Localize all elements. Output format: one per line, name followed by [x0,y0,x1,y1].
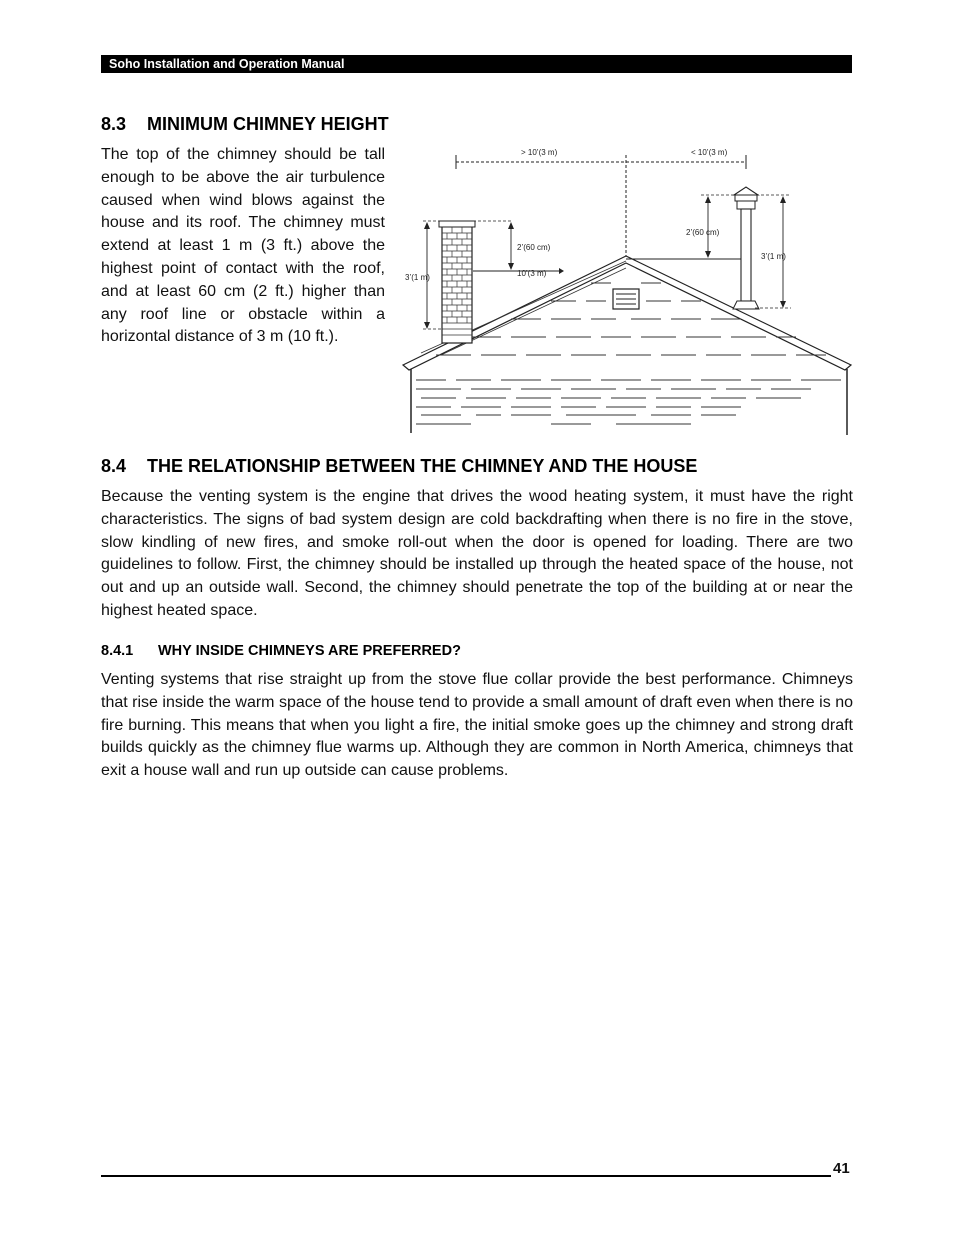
section-8-4-1-body: Venting systems that rise straight up from the stove flue collar provide the best performance. Chimneys that rise inside the warm space of the house tend to provide a small amount of draft even when there is no fire burning. This means that when you light a fire, the initial smoke goes up the chimney and strong draft builds quickly as the chimney flue warms up. Although they are common in North America, chimneys that exit a house wall and run up outside can cause problems. [101,671,853,780]
section-heading-8-3 [101,114,389,135]
label-right-height: 3’(1 m) [761,252,786,261]
footer-rule [101,1175,831,1177]
label-left-distance: > 10’(3 m) [521,148,558,157]
manual-title: Soho Installation and Operation Manual [109,57,345,71]
diagram-svg [401,143,853,435]
section-number: 8.3 [101,114,127,134]
section-8-4-body: Because the venting system is the engine that drives the wood heating system, it must have the right characteristics. The signs of bad system design are cold backdrafting when there is no fire in the stove, slow kindling of new fires, and smoke roll-out when the door is opened for loading. There are two guidelines to follow. First, the chimney should be installed up through the heated space of the house, not out and up an outside wall. Second, the chimney should penetrate the top of the building at or near the highest heated space. [101,488,853,619]
label-right-above-roof: 2’(60 cm) [686,228,720,237]
section-number: 8.4 [101,456,127,476]
section-heading-8-4 [101,456,697,477]
label-right-distance: < 10’(3 m) [691,148,728,157]
chimney-height-diagram [401,143,853,435]
page-number: 41 [833,1160,850,1177]
label-left-height: 3’(1 m) [405,273,430,282]
section-heading-8-4-1 [101,643,461,659]
subsection-number: 8.4.1 [101,643,134,659]
header-bar [101,55,852,73]
label-left-above-roof: 2’(60 cm) [517,243,551,252]
subsection-title: WHY INSIDE CHIMNEYS ARE PREFERRED? [158,643,461,659]
section-8-3-body: The top of the chimney should be tall enough to be above the air turbulence caused when wind blows against the house and its roof. The chimney must extend at least 1 m (3 ft.) above the highest point of contact with the roof, and at least 60 cm (2 ft.) higher than any roof line or obstacle within a horizontal distance of 3 m (10 ft.). [101,146,385,346]
section-title: MINIMUM CHIMNEY HEIGHT [147,114,389,134]
label-left-horizontal: 10’(3 m) [517,269,547,278]
section-title: THE RELATIONSHIP BETWEEN THE CHIMNEY AND THE HOUSE [147,456,698,476]
